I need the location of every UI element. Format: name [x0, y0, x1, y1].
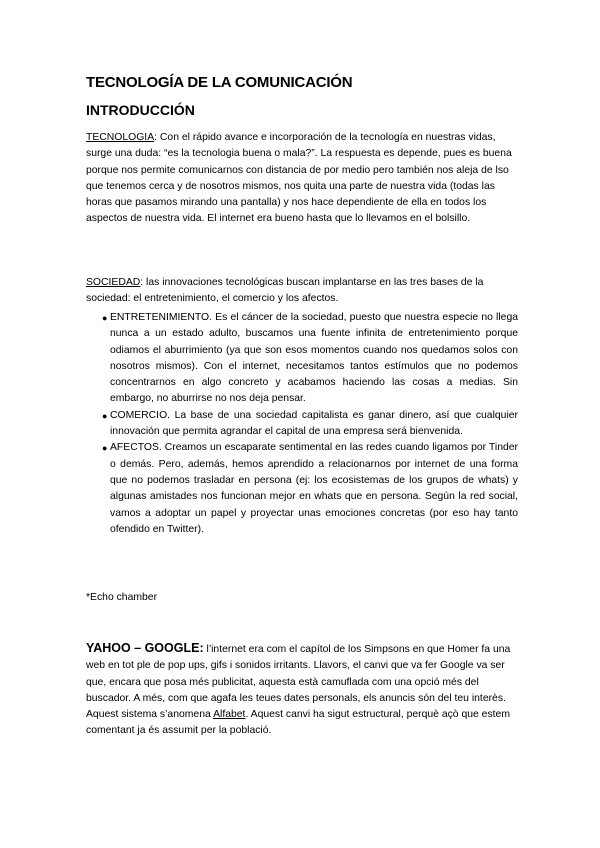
link-alfabet: Alfabet: [213, 709, 246, 721]
paragraph-sociedad: [86, 275, 516, 308]
document-title: TECNOLOGÍA DE LA COMUNICACIÓN: [86, 74, 353, 91]
term-tecnologia: TECNOLOGIA: [86, 132, 155, 143]
section-heading-introduccion: INTRODUCCIÓN: [86, 102, 195, 118]
paragraph-yahoo-google: [86, 640, 516, 740]
bullet-icon: ●: [102, 410, 108, 421]
bullet-icon: ●: [102, 313, 108, 323]
paragraph-yahoo-text-2: . Aquest canvi ha sigut estructural, perquè açò que estem comentant ja és assumit per la població.: [86, 709, 510, 737]
term-yahoo-google: YAHOO – GOOGLE:: [86, 641, 204, 655]
list-item-text: COMERCIO. La base de una sociedad capitalista es ganar dinero, así que cualquier innovación que permita agrandar el capital de una empresa será bienvenida.: [110, 409, 518, 438]
note-echo-chamber: *Echo chamber: [86, 592, 158, 603]
paragraph-yahoo-text-1: l’internet era com el capítol de los Simpsons en que Homer fa una web en tot ple de pop ups, gifs i sonidos irritants. Llavors, el canvi que va fer Google va ser que, encara que posa més publicitat, aquesta està camuflada com una opció més del buscador. A més, com que agafa les teues dates personals, els anuncis són del teu interès. Aquest sistema s’anomena: [86, 644, 511, 721]
list-item: [86, 408, 518, 441]
list-item: [86, 310, 518, 408]
list-item-text: ENTRETENIMIENTO. Es el cáncer de la sociedad, puesto que nuestra especie no llega nunca a un estado adulto, buscamos una fuente infinita de entretenimiento porque odiamos el aburrimiento (ya que son esos momentos cuando nos quedamos solos con nosotros mismos). Con el internet, necesitamos tantos estímulos que no podemos concentrarnos en algo concreto y acabamos haciendo las cosas a medias. Sin embargo, no aburrirse no nos deja pensar.: [110, 312, 518, 405]
list-item: [86, 440, 518, 538]
list-item-text: AFECTOS. Creamos un escaparate sentimental en las redes cuando ligamos por Tinder o demás. Pero, además, hemos aprendido a relacionarnos por internet de una forma que no podemos trasladar en persona (ej: los ecosistemas de los grupos de whats) y algunas amistades nos funcionan mejor en whats que en persona. Según la red social, vamos a adoptar un papel y proyectar unas emociones concretas (por eso hay tanto ofendido en Twitter).: [110, 442, 518, 535]
bullet-icon: ●: [102, 443, 108, 454]
bullet-list: [86, 310, 518, 538]
paragraph-sociedad-text: : las innovaciones tecnológicas buscan implantarse en las tres bases de la sociedad: el entretenimiento, el comercio y los afectos.: [86, 277, 484, 305]
paragraph-tecnologia: [86, 130, 516, 228]
paragraph-tecnologia-text: : Con el rápido avance e incorporación de la tecnología en nuestras vidas, surge una duda: “es la tecnologia buena o mala?”. La respuesta es depende, pues es buena porque nos permite comunicarnos con distancia de por medio pero también nos aleja de lso que tenemos cerca y de nosotros mismos, nos quita una parte de nuestra vida (todas las horas que pasamos mirando una pantalla) y nos hace dependiente de ella en todos los aspectos de nuestra vida. El internet era bueno hasta que lo llevamos en el bolsillo.: [86, 132, 512, 225]
term-sociedad: SOCIEDAD: [86, 277, 141, 288]
